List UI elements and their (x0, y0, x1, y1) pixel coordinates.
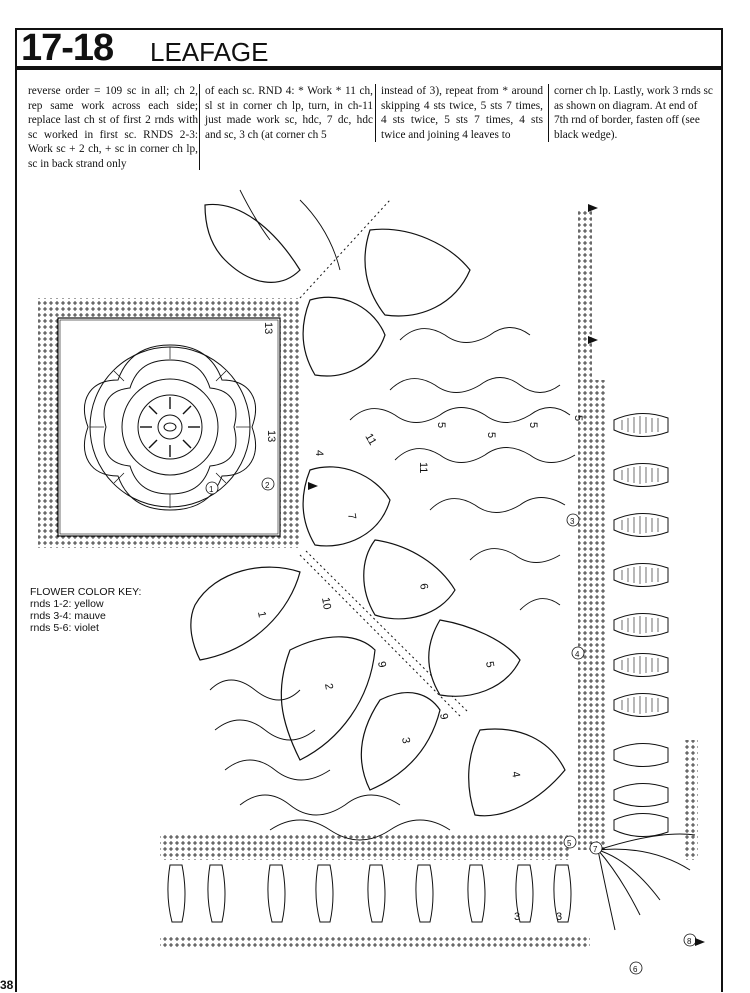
flower-color-key (30, 586, 141, 634)
instructions-column-2: of each sc. RND 4: * Work * 11 ch, sl st in corner ch lp, turn, in ch-11 just made work sc, hdc, 7 dc, hdc and sc, 3 ch (at corner ch 5 (205, 85, 373, 141)
count-label: 5 (527, 422, 539, 429)
leaf-label-6: 6 (417, 582, 430, 591)
instructions-column-1: reverse order = 109 sc in all; ch 2, rep same work across each side; replace last ch st of first 2 rnds with sc worked in first sc. RNDS 2-3: Work sc + 2 ch, + sc in corner ch lp, sc in back strand only (28, 85, 198, 170)
round-marker-6: 6 (633, 965, 638, 974)
color-key-color: mauve (74, 610, 106, 622)
count-label: 5 (435, 422, 447, 429)
bottom-fringe (168, 865, 571, 922)
count-label: 5 (485, 432, 497, 439)
count-label: 11 (417, 462, 429, 474)
color-key-color: violet (74, 622, 99, 634)
pattern-number: 17-18 (21, 27, 114, 69)
color-key-rounds: rnds 1-2: (30, 598, 72, 610)
count-label: 9 (375, 660, 388, 669)
count-label: 5 (572, 415, 584, 422)
leaf-label-5: 5 (483, 660, 496, 669)
color-key-row (30, 622, 141, 634)
pattern-name: LEAFAGE (150, 37, 269, 67)
count-label: 13 (265, 430, 277, 443)
leaf-label-1: 1 (255, 610, 268, 619)
round-marker-7: 7 (593, 845, 598, 854)
color-key-row (30, 610, 141, 622)
page-number: 38 (0, 978, 14, 992)
leaf-label-2: 2 (322, 682, 335, 691)
count-label: 4 (313, 450, 325, 457)
leaf-label-3: 3 (399, 736, 412, 745)
round-marker-3: 3 (570, 517, 575, 526)
round-marker-2: 2 (265, 481, 270, 490)
count-label: 3 (514, 911, 521, 923)
instructions-column-4: corner ch lp. Lastly, work 3 rnds sc as shown on diagram. At end of 7th rnd of border, fasten off (see black wedge). (554, 85, 713, 141)
instructions-column-3: instead of 3), repeat from * around skipping 4 sts twice, 5 sts 7 times, 4 sts twice, 5 sts 7 times, 4 sts twice and joining 4 leaves to (381, 85, 543, 141)
round-marker-5: 5 (567, 839, 572, 848)
stitch-count-labels (262, 322, 584, 923)
leaf-label-7: 7 (345, 512, 358, 521)
corner-fan (598, 834, 695, 930)
color-key-title: FLOWER COLOR KEY: (30, 586, 142, 598)
color-key-rounds: rnds 3-4: (30, 610, 72, 622)
count-label: 10 (319, 596, 333, 611)
color-key-color: yellow (74, 598, 104, 610)
count-label: 3 (556, 911, 563, 923)
count-label: 13 (262, 322, 274, 335)
count-label: 9 (437, 712, 450, 721)
round-marker-4: 4 (575, 650, 580, 659)
color-key-row (30, 598, 141, 610)
count-label: 11 (362, 431, 379, 448)
leaf-label-4: 4 (509, 770, 522, 779)
flower-motif-square (38, 298, 300, 548)
round-marker-8: 8 (687, 937, 692, 946)
round-marker-1: 1 (209, 485, 214, 494)
color-key-rounds: rnds 5-6: (30, 622, 72, 634)
